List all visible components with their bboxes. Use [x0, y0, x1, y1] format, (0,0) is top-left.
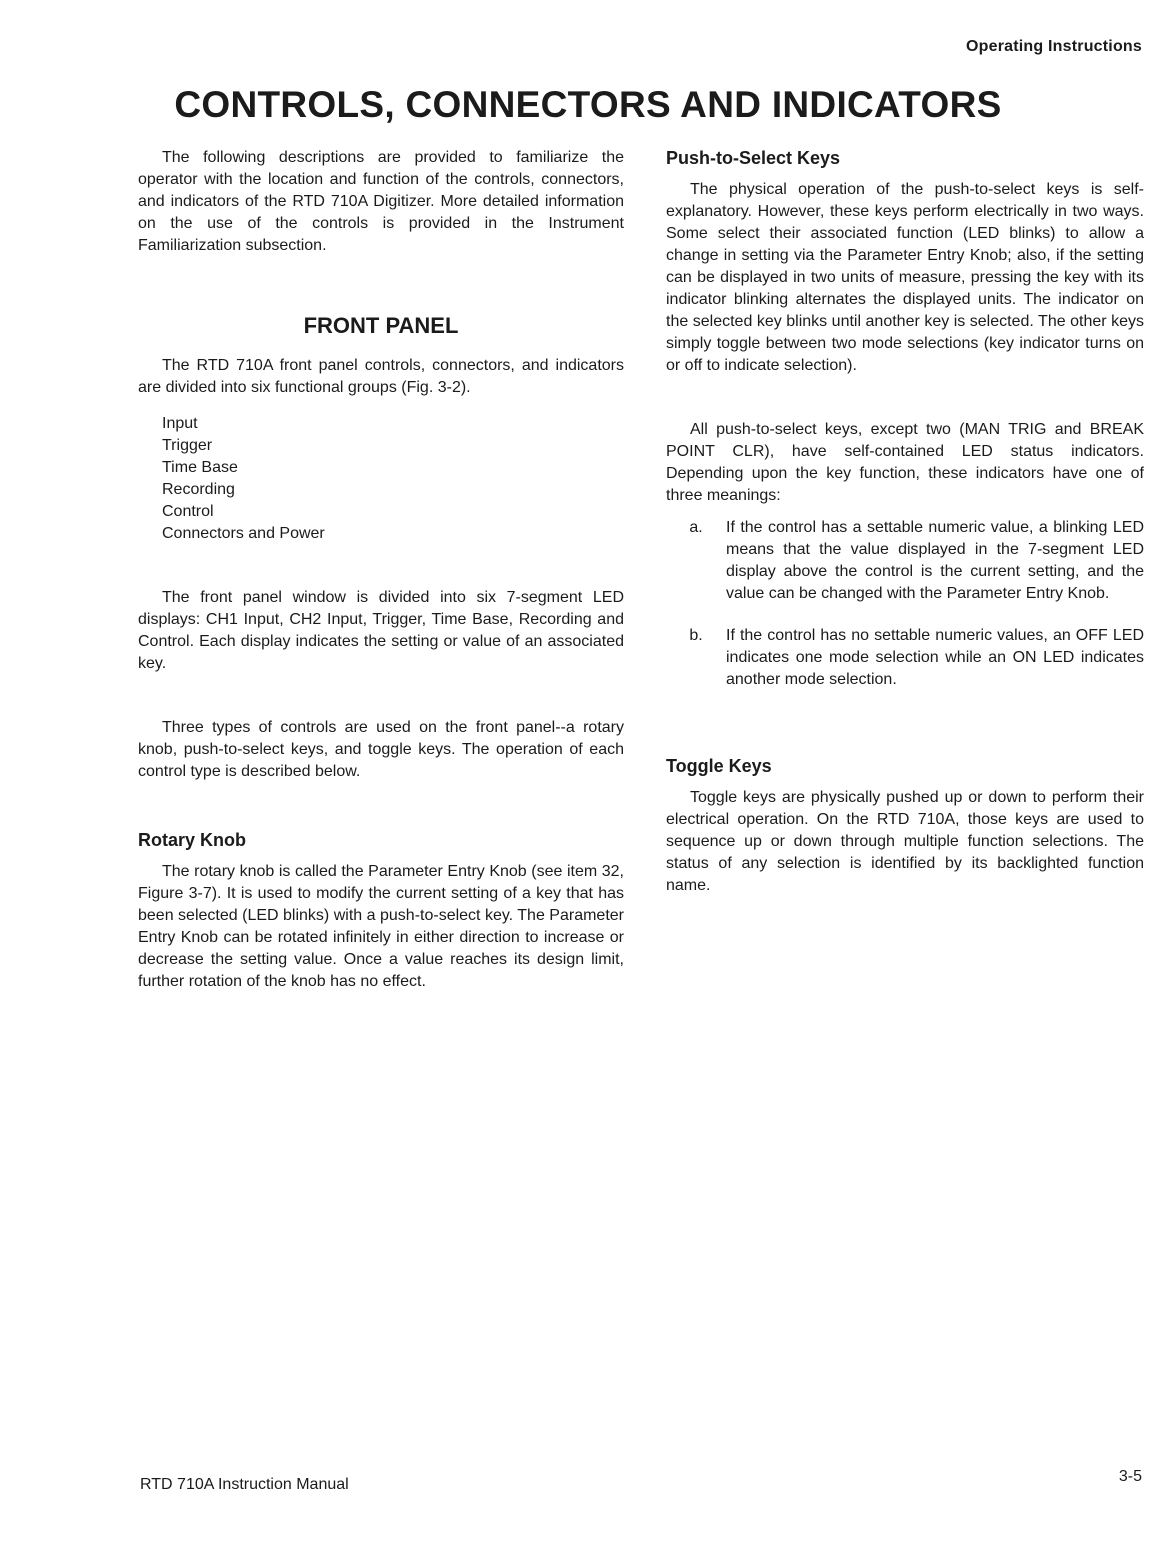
functional-groups-list [138, 413, 624, 545]
running-header: Operating Instructions [966, 38, 1142, 55]
toggle-keys-paragraph: Toggle keys are physically pushed up or down to perform their electrical operation. On the RTD 710A, those keys are used to sequence up or down through multiple function selections. The status of any selection is identified by its backlighted function name. [666, 789, 1144, 894]
list-item-a [666, 517, 1144, 605]
rotary-knob-heading: Rotary Knob [138, 830, 246, 850]
right-column [666, 147, 1144, 897]
front-panel-intro: The RTD 710A front panel controls, connectors, and indicators are divided into six functional groups (Fig. 3-2). [138, 357, 624, 396]
list-item-b [666, 625, 1144, 691]
intro-paragraph: The following descriptions are provided to familiarize the operator with the location and function of the controls, connectors, and indicators of the RTD 710A Digitizer. More detailed information on the use of the controls is provided in the Instrument Familiarization subsection. [138, 149, 624, 254]
list-item: Connectors and Power [162, 525, 325, 542]
rotary-knob-paragraph: The rotary knob is called the Parameter Entry Knob (see item 32, Figure 3-7). It is used to modify the current setting of a key that has been selected (LED blinks) with a push-to-select key. The Parameter Entry Knob can be rotated infinitely in either direction to increase or decrease the setting value. Once a value reaches its design limit, further rotation of the knob has no effect. [138, 863, 624, 990]
push-to-select-heading: Push-to-Select Keys [666, 148, 841, 168]
controls-paragraph: Three types of controls are used on the front panel--a rotary knob, push-to-select keys, and toggle keys. The operation of each control type is described below. [138, 719, 624, 780]
list-marker: b. [689, 627, 703, 644]
list-item-text: If the control has no settable numeric values, an OFF LED indicates one mode selection while an ON LED indicates another mode selection. [726, 627, 1144, 688]
page-number: 3-5 [1118, 1468, 1142, 1485]
list-item: Recording [162, 481, 235, 498]
led-indicators-paragraph: All push-to-select keys, except two (MAN TRIG and BREAK POINT CLR), have self-contained LED status indicators. Depending upon the key function, these indicators have one of three meanings: [666, 421, 1144, 504]
list-item: Control [162, 503, 214, 520]
list-item-text: If the control has a settable numeric value, a blinking LED means that the value displayed in the 7-segment LED display above the control is the current setting, and the value can be changed with the Parameter Entry Knob. [726, 519, 1144, 602]
left-column [138, 147, 624, 993]
footer-manual-title: RTD 710A Instruction Manual [140, 1476, 349, 1493]
push-to-select-paragraph: The physical operation of the push-to-select keys is self-explanatory. However, these keys perform electrically in two ways. Some select their associated function (LED blinks) to allow a change in setting via the Parameter Entry Knob; also, if the setting can be displayed in two units of measure, pressing the key with its indicator blinking alternates the displayed units. The indicator on the selected key blinks until another key is selected. The other keys simply toggle between two mode selections (key indicator turns on or off to indicate selection). [666, 181, 1144, 374]
display-window-paragraph: The front panel window is divided into six 7-segment LED displays: CH1 Input, CH2 Input, Trigger, Time Base, Recording and Control. Each display indicates the setting or value of an associated key. [138, 589, 624, 672]
list-item: Trigger [162, 437, 213, 454]
list-item: Time Base [162, 459, 238, 476]
toggle-keys-heading: Toggle Keys [666, 756, 772, 776]
list-marker: a. [689, 519, 703, 536]
list-item: Input [162, 415, 198, 432]
front-panel-heading: FRONT PANEL [303, 313, 459, 338]
page-title: CONTROLS, CONNECTORS AND INDICATORS [174, 84, 1002, 125]
